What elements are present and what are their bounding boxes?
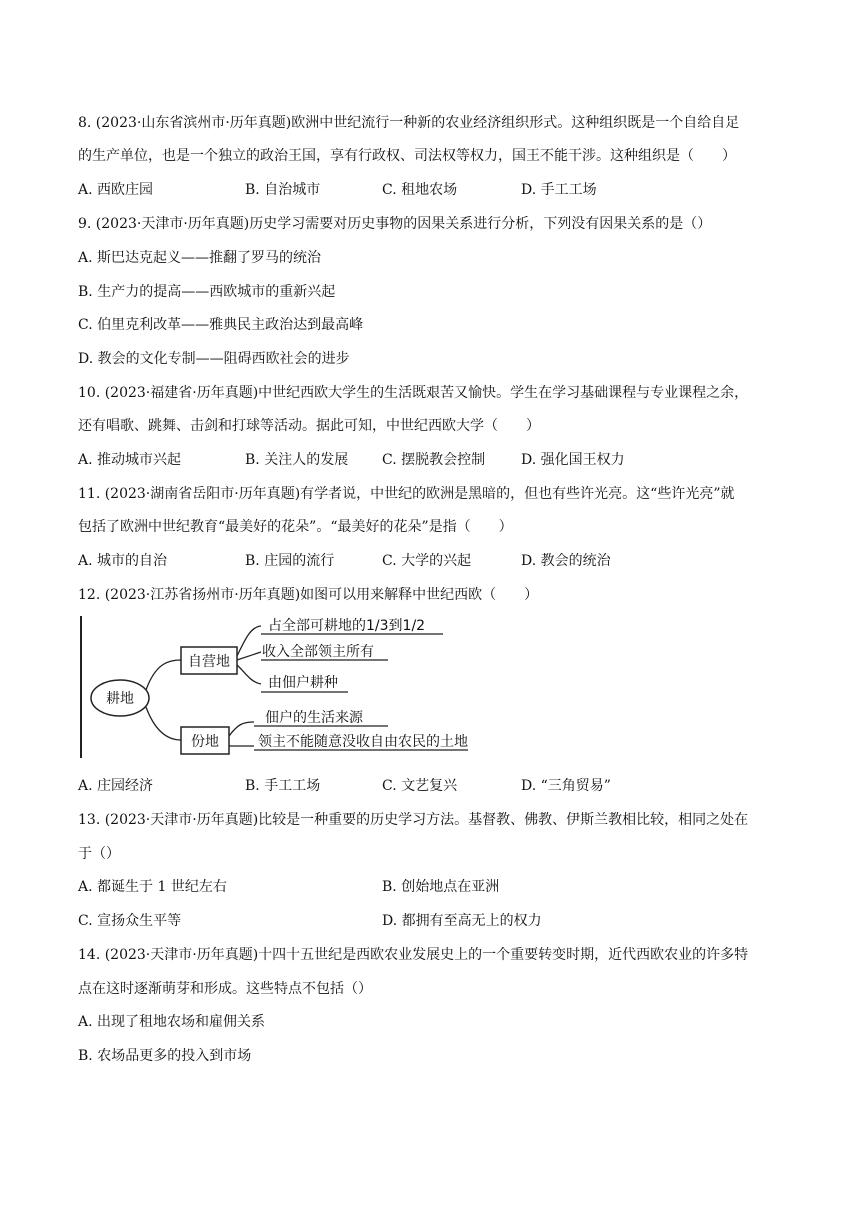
q9-option-a: A. 斯巴达克起义——推翻了罗马的统治 <box>78 250 322 266</box>
q10-stem-line2: 还有唱歌、跳舞、击剑和打球等活动。据此可知，中世纪西欧大学（ ） <box>78 418 540 434</box>
q9-stem: 9. (2023·天津市·历年真题)历史学习需要对历史事物的因果关系进行分析，下列没有因果关系的是（） <box>78 216 712 232</box>
q10-option-a: A. 推动城市兴起 <box>78 452 182 468</box>
q11-stem-line1: 11. (2023·湖南省岳阳市·历年真题)有学者说，中世纪的欧洲是黑暗的，但也有些许光亮。这“些许光亮”就 <box>78 486 735 502</box>
q13-option-d: D. 都拥有至高无上的权力 <box>382 913 542 929</box>
q13-option-b: B. 创始地点在亚洲 <box>382 879 500 895</box>
diagram-fan-top-1 <box>237 626 261 656</box>
diagram-fan-top-3 <box>237 665 261 684</box>
q9-option-c: C. 伯里克利改革——雅典民主政治达到最高峰 <box>78 317 364 333</box>
diagram-branch-label-ziyingdi: 自营地 <box>188 654 230 670</box>
q14-option-a: A. 出现了租地农场和雇佣关系 <box>78 1014 266 1030</box>
q9-option-d: D. 教会的文化专制——阻碍西欧社会的进步 <box>78 351 350 367</box>
q8-stem-line2: 的生产单位，也是一个独立的政治王国，享有行政权、司法权等权力，国王不能干涉。这种组织是（ ） <box>78 148 736 164</box>
q14-option-b: B. 农场品更多的投入到市场 <box>78 1048 252 1064</box>
q8-stem-line1: 8. (2023·山东省滨州市·历年真题)欧洲中世纪流行一种新的农业经济组织形式。这种组织既是一个自给自足 <box>78 115 740 131</box>
q8-option-d: D. 手工工场 <box>521 182 597 198</box>
diagram-connector-top <box>146 660 181 690</box>
q10-option-c: C. 摆脱教会控制 <box>382 452 486 468</box>
q12-option-b: B. 手工工场 <box>245 778 321 794</box>
q11-option-b: B. 庄园的流行 <box>245 553 335 569</box>
q11-option-c: C. 大学的兴起 <box>382 553 472 569</box>
q12-stem: 12. (2023·江苏省扬州市·历年真题)如图可以用来解释中世纪西欧（ ） <box>78 587 539 603</box>
diagram-fan-bottom-1 <box>229 722 254 736</box>
diagram-item-text-5: 领主不能随意没收自由农民的土地 <box>258 734 468 750</box>
q13-stem-line2: 于（） <box>78 846 120 862</box>
diagram-branch-label-fendi: 份地 <box>191 734 219 750</box>
q12-option-d: D. “三角贸易” <box>521 778 611 794</box>
diagram-item-text-4: 佃户的生活来源 <box>265 710 363 726</box>
diagram-fan-top-2 <box>237 652 261 660</box>
q8-option-a: A. 西欧庄园 <box>78 182 154 198</box>
diagram-item-text-2: 收入全部领主所有 <box>262 644 374 660</box>
q8-option-b: B. 自治城市 <box>245 182 321 198</box>
diagram-root-label: 耕地 <box>106 691 134 707</box>
q11-stem-line2: 包括了欧洲中世纪教育“最美好的花朵”。“最美好的花朵”是指（ ） <box>78 519 513 535</box>
q14-stem-line2: 点在这时逐渐萌芽和形成。这些特点不包括（） <box>78 981 372 997</box>
q14-stem-line1: 14. (2023·天津市·历年真题)十四十五世纪是西欧农业发展史上的一个重要转变时期，近代西欧农业的许多特 <box>78 947 749 963</box>
q12-option-c: C. 文艺复兴 <box>382 778 458 794</box>
q12-option-a: A. 庄园经济 <box>78 778 154 794</box>
q9-option-b: B. 生产力的提高——西欧城市的重新兴起 <box>78 284 336 300</box>
farmland-diagram <box>78 612 478 762</box>
q11-option-a: A. 城市的自治 <box>78 553 168 569</box>
diagram-connector-bottom <box>146 707 181 740</box>
q13-stem-line1: 13. (2023·天津市·历年真题)比较是一种重要的历史学习方法。基督教、佛教、伊斯兰教相比较，相同之处在 <box>78 812 749 828</box>
q10-option-d: D. 强化国王权力 <box>521 452 625 468</box>
q8-option-c: C. 租地农场 <box>382 182 458 198</box>
q13-option-a: A. 都诞生于 1 世纪左右 <box>78 879 227 895</box>
diagram-item-text-1: 占全部可耕地的1/3到1/2 <box>268 618 426 634</box>
q10-option-b: B. 关注人的发展 <box>245 452 349 468</box>
q11-option-d: D. 教会的统治 <box>521 553 611 569</box>
diagram-item-text-3: 由佃户耕种 <box>268 675 338 691</box>
q13-option-c: C. 宣扬众生平等 <box>78 913 182 929</box>
q10-stem-line1: 10. (2023·福建省·历年真题)中世纪西欧大学生的生活既艰苦又愉快。学生在学习基础课程与专业课程之余， <box>78 385 749 401</box>
